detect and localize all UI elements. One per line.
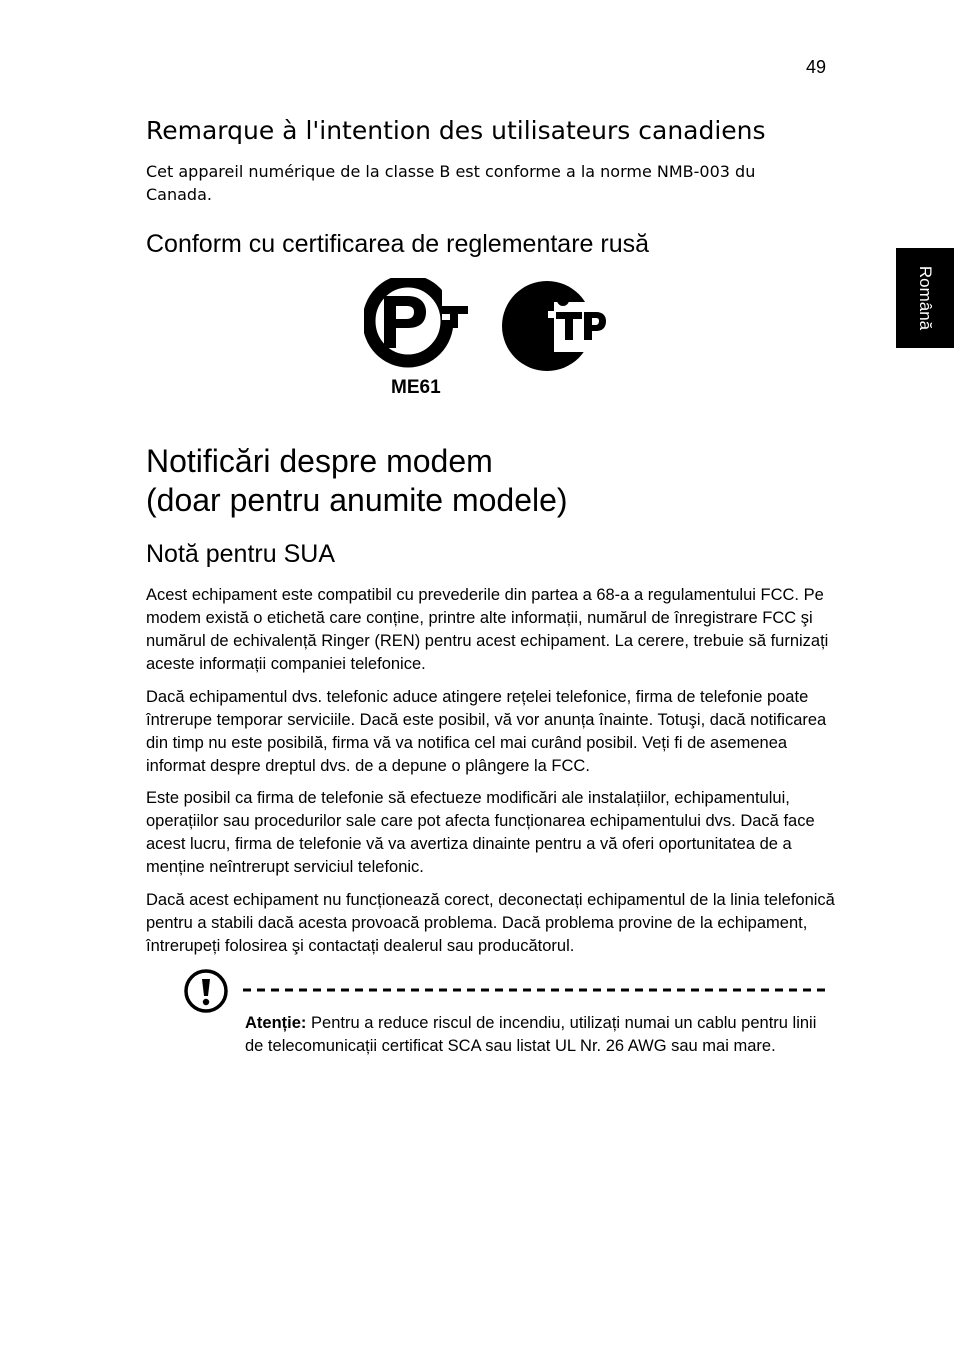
russia-heading: Conform cu certificarea de reglementare rusă <box>146 230 650 258</box>
exclamation-circle-icon <box>183 968 229 1014</box>
page-number: 49 <box>806 57 827 77</box>
modem-heading <box>146 442 568 520</box>
paragraph: Acest echipament este compatibil cu prevederile din partea a 68-a a regulamentului FCC. Pe modem există o etichetă care conține, printre alte informații, numărul de înregistrare FCC şi numărul de echivalență Ringer (REN) pentru acest echipament. La cerere, trebuie să furnizați aceste informații companiei telefonice. <box>146 586 829 673</box>
modem-heading-line2: (doar pentru anumite modele) <box>146 482 568 518</box>
language-tab <box>896 248 954 348</box>
paragraph: Dacă acest echipament nu funcționează corect, deconectați echipamentul de la linia telefonică pentru a stabili dacă acesta provoacă problema. Dacă problema provine de la echipament, întrerupeți folosirea şi contactați dealerul sau producătorul. <box>146 891 835 955</box>
canada-heading: Remarque à l'intention des utilisateurs canadiens <box>146 116 766 145</box>
paragraph: Dacă echipamentul dvs. telefonic aduce atingere rețelei telefonice, firma de telefonie poate întrerupe temporar serviciile. Dacă este posibil, vă vor anunța înainte. Totuşi, dacă notificarea din timp nu este posibilă, firma vă va notifica cel mai curând posibil. Veți fi de asemenea informat despre dreptul dvs. de a depune o plângere la FCC. <box>146 688 827 775</box>
language-tab-label: Română <box>916 265 935 331</box>
pct-logo-icon <box>369 281 468 361</box>
paragraph: Este posibil ca firma de telefonie să efectueze modificări ale instalațiilor, echipamentului, operațiilor sau procedurilor sale care pot afecta funcționarea echipamentului dvs. Dacă face acest lucru, firma de telefonie vă va avertiza dinainte pentru a vă oferi oportunitatea de a menține neîntrerupt serviciul telefonic. <box>146 789 815 876</box>
warning-divider <box>243 988 825 992</box>
usa-subheading: Notă pentru SUA <box>146 540 335 568</box>
warning-label: Atenție: <box>245 1014 307 1032</box>
certification-code: ME61 <box>391 377 441 398</box>
warning-text <box>245 1012 825 1058</box>
canada-text: Cet appareil numérique de la classe B est conforme a la norme NMB-003 du Canada. <box>146 162 756 204</box>
eac-tr-logo-icon <box>502 281 610 371</box>
modem-heading-line1: Notificări despre modem <box>146 443 493 479</box>
warning-body: Pentru a reduce riscul de incendiu, utilizați numai un cablu pentru linii de telecomunicații certificat SCA sau listat UL Nr. 26 AWG sau mai mare. <box>245 1014 817 1055</box>
